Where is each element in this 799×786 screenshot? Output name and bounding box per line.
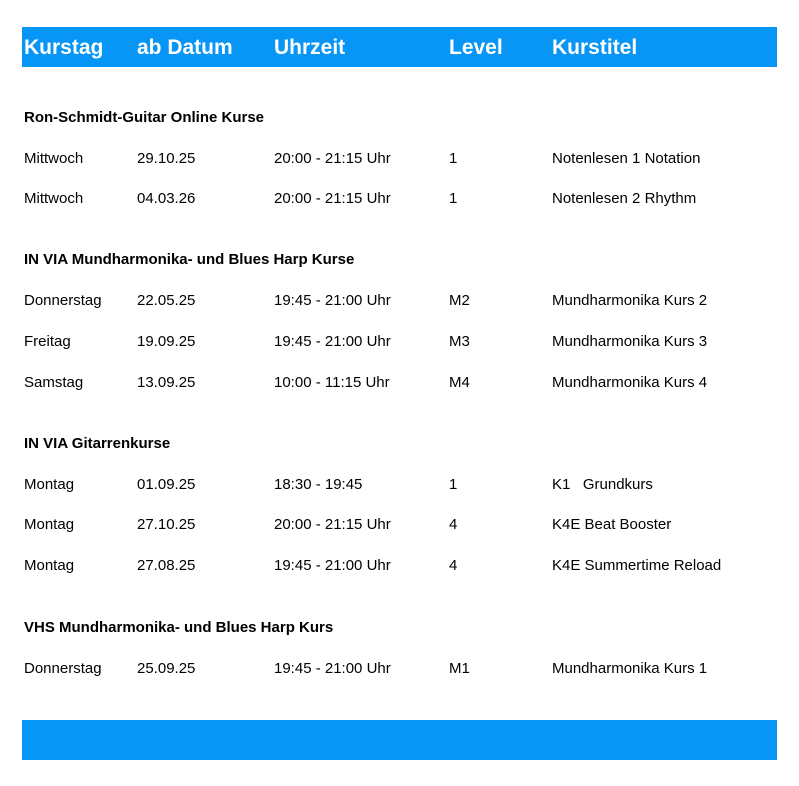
row-day: Mittwoch (24, 150, 84, 167)
row-time: 10:00 - 11:15 Uhr (274, 374, 390, 391)
row-date: 27.10.25 (137, 516, 196, 533)
row-date: 01.09.25 (137, 476, 196, 493)
row-title: Mundharmonika Kurs 1 (552, 660, 708, 677)
row-date: 29.10.25 (137, 150, 196, 167)
row-level: M3 (449, 333, 470, 350)
row-date: 19.09.25 (137, 333, 196, 350)
section-title: Ron-Schmidt-Guitar Online Kurse (24, 109, 265, 126)
row-day: Mittwoch (24, 190, 84, 207)
row-title: Notenlesen 2 Rhythm (552, 190, 697, 207)
row-title: K4E Beat Booster (552, 516, 672, 533)
row-day: Donnerstag (24, 660, 102, 677)
row-level: M1 (449, 660, 470, 677)
row-title: K1 Grundkurs (552, 476, 653, 493)
row-level: M4 (449, 374, 470, 391)
row-title: Mundharmonika Kurs 3 (552, 333, 708, 350)
row-day: Montag (24, 516, 75, 533)
row-level: M2 (449, 292, 470, 309)
section-title: IN VIA Mundharmonika- und Blues Harp Kurse (24, 251, 355, 268)
row-level: 4 (449, 557, 458, 574)
section-title: VHS Mundharmonika- und Blues Harp Kurs (24, 619, 334, 636)
table-header-bar (22, 27, 777, 67)
header-level: Level (449, 36, 503, 59)
row-level: 1 (449, 150, 458, 167)
row-day: Donnerstag (24, 292, 102, 309)
row-date: 25.09.25 (137, 660, 196, 677)
row-level: 1 (449, 476, 458, 493)
row-time: 18:30 - 19:45 (274, 476, 363, 493)
row-title: Notenlesen 1 Notation (552, 150, 701, 167)
row-level: 4 (449, 516, 458, 533)
footer-bar (22, 720, 777, 760)
row-time: 20:00 - 21:15 Uhr (274, 190, 391, 207)
header-kurstitel: Kurstitel (552, 36, 638, 59)
row-day: Montag (24, 557, 75, 574)
row-date: 04.03.26 (137, 190, 196, 207)
row-time: 19:45 - 21:00 Uhr (274, 333, 391, 350)
row-level: 1 (449, 190, 458, 207)
row-day: Montag (24, 476, 75, 493)
row-title: K4E Summertime Reload (552, 557, 722, 574)
row-date: 13.09.25 (137, 374, 196, 391)
row-day: Freitag (24, 333, 71, 350)
row-title: Mundharmonika Kurs 4 (552, 374, 708, 391)
section-title: IN VIA Gitarrenkurse (24, 435, 171, 452)
header-uhrzeit: Uhrzeit (274, 36, 346, 59)
row-date: 22.05.25 (137, 292, 196, 309)
header-ab-datum: ab Datum (137, 36, 233, 59)
row-time: 19:45 - 21:00 Uhr (274, 660, 391, 677)
row-time: 19:45 - 21:00 Uhr (274, 292, 391, 309)
row-day: Samstag (24, 374, 84, 391)
row-date: 27.08.25 (137, 557, 196, 574)
header-kurstag: Kurstag (24, 36, 104, 59)
row-title: Mundharmonika Kurs 2 (552, 292, 708, 309)
row-time: 20:00 - 21:15 Uhr (274, 516, 391, 533)
row-time: 19:45 - 21:00 Uhr (274, 557, 391, 574)
row-time: 20:00 - 21:15 Uhr (274, 150, 391, 167)
